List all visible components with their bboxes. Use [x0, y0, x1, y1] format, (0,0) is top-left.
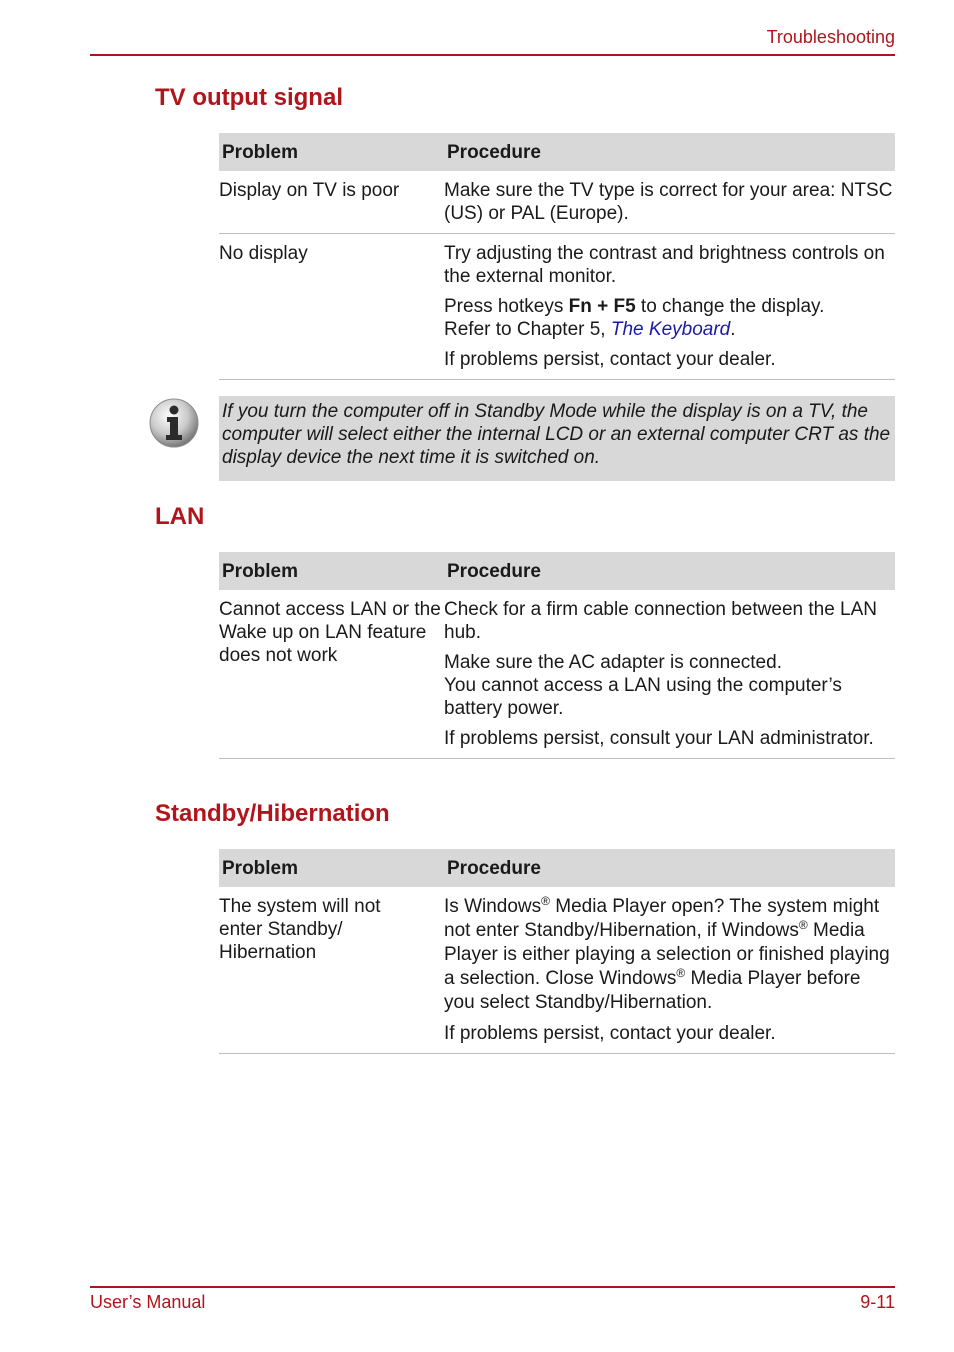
problem-cell: Cannot access LAN or the Wake up on LAN feature does not work	[219, 590, 444, 759]
section-title-tv-output: TV output signal	[155, 84, 343, 111]
page-number: 9-11	[860, 1292, 895, 1312]
lan-table	[219, 552, 895, 759]
column-header-problem: Problem	[219, 552, 444, 590]
column-header-problem: Problem	[219, 133, 444, 171]
table-header-row	[219, 133, 895, 171]
procedure-text: If problems persist, contact your dealer.	[444, 1023, 776, 1044]
procedure-text: Press hotkeys Fn + F5 to change the display. Refer to Chapter 5, The Keyboard.	[444, 296, 825, 340]
running-header: Troubleshooting	[766, 27, 895, 47]
procedure-text: Is Windows® Media Player open? The system might not enter Standby/Hibernation, if Windows® Media Player is either playing a selection or finished playing a selection. Close Windows® Media Player before you select Standby/Hibernation.	[444, 894, 890, 1013]
column-header-problem: Problem	[219, 849, 444, 887]
procedure-cell	[444, 590, 895, 759]
table-row	[219, 171, 895, 234]
procedure-text: If problems persist, contact your dealer.	[444, 349, 776, 370]
table-row	[219, 590, 895, 759]
footer-manual-title: User’s Manual	[90, 1292, 206, 1312]
procedure-cell	[444, 887, 895, 1054]
hotkey-label: Fn + F5	[568, 296, 636, 317]
procedure-cell	[444, 234, 895, 380]
procedure-cell	[444, 171, 895, 234]
table-row	[219, 887, 895, 1054]
section-title-lan: LAN	[155, 503, 205, 530]
standby-table	[219, 849, 895, 1054]
table-header-row	[219, 849, 895, 887]
problem-cell: The system will not enter Standby/ Hibernation	[219, 887, 444, 1054]
procedure-text: Make sure the AC adapter is connected. You cannot access a LAN using the computer’s battery power.	[444, 652, 842, 719]
procedure-text: Try adjusting the contrast and brightness controls on the external monitor.	[444, 243, 885, 287]
section-title-standby: Standby/Hibernation	[155, 800, 390, 827]
info-icon	[149, 398, 199, 448]
procedure-text: Make sure the TV type is correct for your area: NTSC (US) or PAL (Europe).	[444, 180, 893, 224]
column-header-procedure: Procedure	[444, 849, 895, 887]
footer-rule	[90, 1286, 895, 1288]
procedure-text: Check for a firm cable connection between the LAN hub.	[444, 599, 878, 643]
procedure-text: If problems persist, consult your LAN administrator.	[444, 728, 874, 749]
column-header-procedure: Procedure	[444, 133, 895, 171]
problem-cell: No display	[219, 234, 444, 380]
header-rule	[90, 54, 895, 56]
keyboard-chapter-link[interactable]: The Keyboard	[610, 319, 731, 340]
column-header-procedure: Procedure	[444, 552, 895, 590]
table-row	[219, 234, 895, 380]
problem-cell: Display on TV is poor	[219, 171, 444, 234]
table-header-row	[219, 552, 895, 590]
standby-tv-note: If you turn the computer off in Standby Mode while the display is on a TV, the computer will select either the internal LCD or an external computer CRT as the display device the next time it is switched on.	[219, 396, 895, 481]
tv-output-table	[219, 133, 895, 380]
